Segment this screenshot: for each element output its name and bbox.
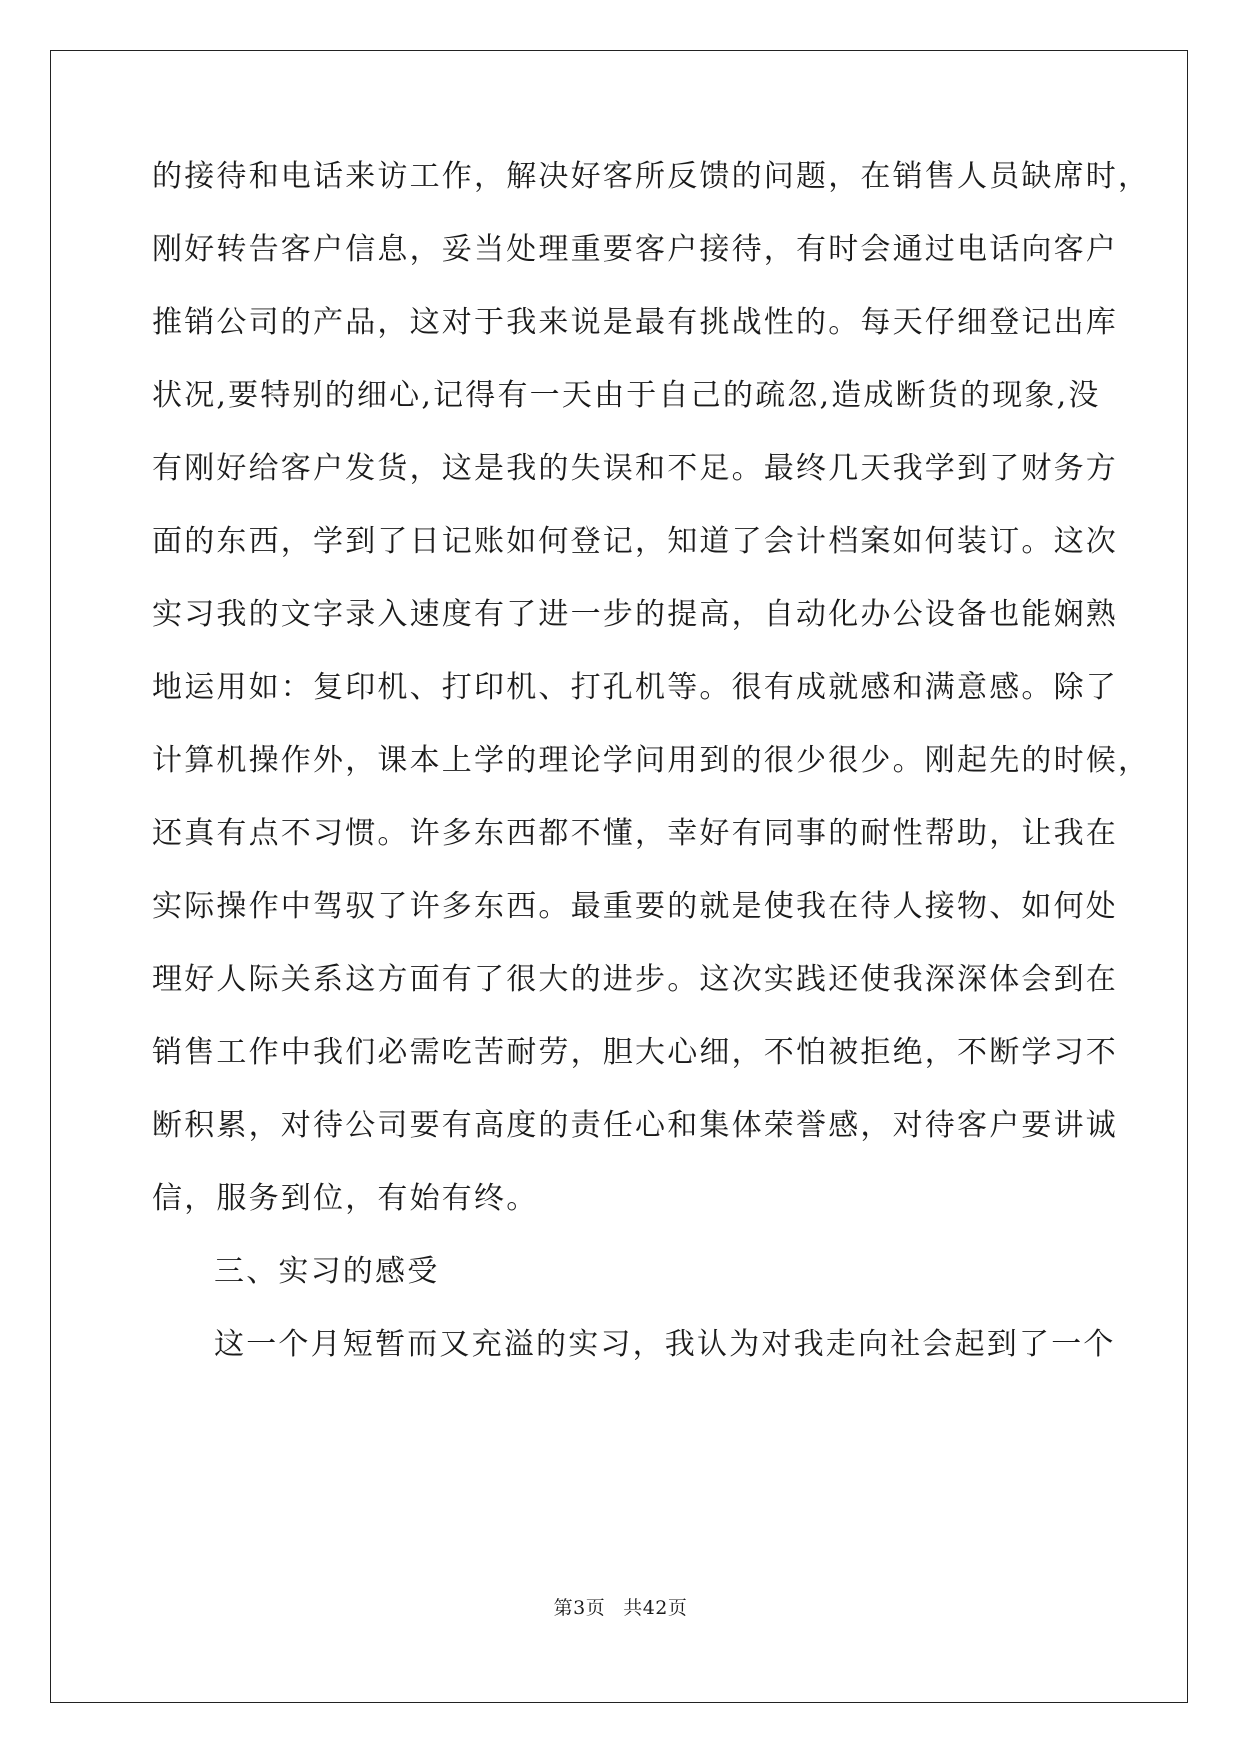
text-line: 实习我的文字录入速度有了进一步的提高，自动化办公设备也能娴熟 [152,597,1118,632]
page-footer [0,1593,1241,1620]
text-line: 信，服务到位，有始有终。 [152,1181,539,1216]
text-line: 有刚好给客户发货，这是我的失误和不足。最终几天我学到了财务方 [152,451,1118,486]
section-heading: 三、实习的感受 [214,1254,440,1289]
text-line: 这一个月短暂而又充溢的实习，我认为对我走向社会起到了一个 [214,1327,1116,1362]
text-line: 断积累，对待公司要有高度的责任心和集体荣誉感，对待客户要讲诚 [152,1108,1118,1143]
text-line: 计算机操作外，课本上学的理论学问用到的很少很少。刚起先的时候， [152,743,1151,778]
page-total: 共42页 [623,1597,688,1619]
text-line: 面的东西，学到了日记账如何登记，知道了会计档案如何装订。这次 [152,524,1118,559]
text-line: 还真有点不习惯。许多东西都不懂，幸好有同事的耐性帮助，让我在 [152,816,1118,851]
page-number: 第3页 [553,1597,606,1619]
text-line: 销售工作中我们必需吃苦耐劳，胆大心细，不怕被拒绝，不断学习不 [152,1035,1118,1070]
text-line: 理好人际关系这方面有了很大的进步。这次实践还使我深深体会到在 [152,962,1118,997]
text-line: 推销公司的产品，这对于我来说是最有挑战性的。每天仔细登记出库 [152,305,1118,340]
document-body [152,159,1151,1403]
text-line: 刚好转告客户信息，妥当处理重要客户接待，有时会通过电话向客户 [152,232,1118,267]
text-line: 状况,要特别的细心,记得有一天由于自己的疏忽,造成断货的现象,没 [152,378,1101,413]
text-line: 地运用如：复印机、打印机、打孔机等。很有成就感和满意感。除了 [152,670,1118,705]
text-line: 的接待和电话来访工作，解决好客所反馈的问题，在销售人员缺席时， [152,159,1151,194]
text-line: 实际操作中驾驭了许多东西。最重要的就是使我在待人接物、如何处 [152,889,1118,924]
